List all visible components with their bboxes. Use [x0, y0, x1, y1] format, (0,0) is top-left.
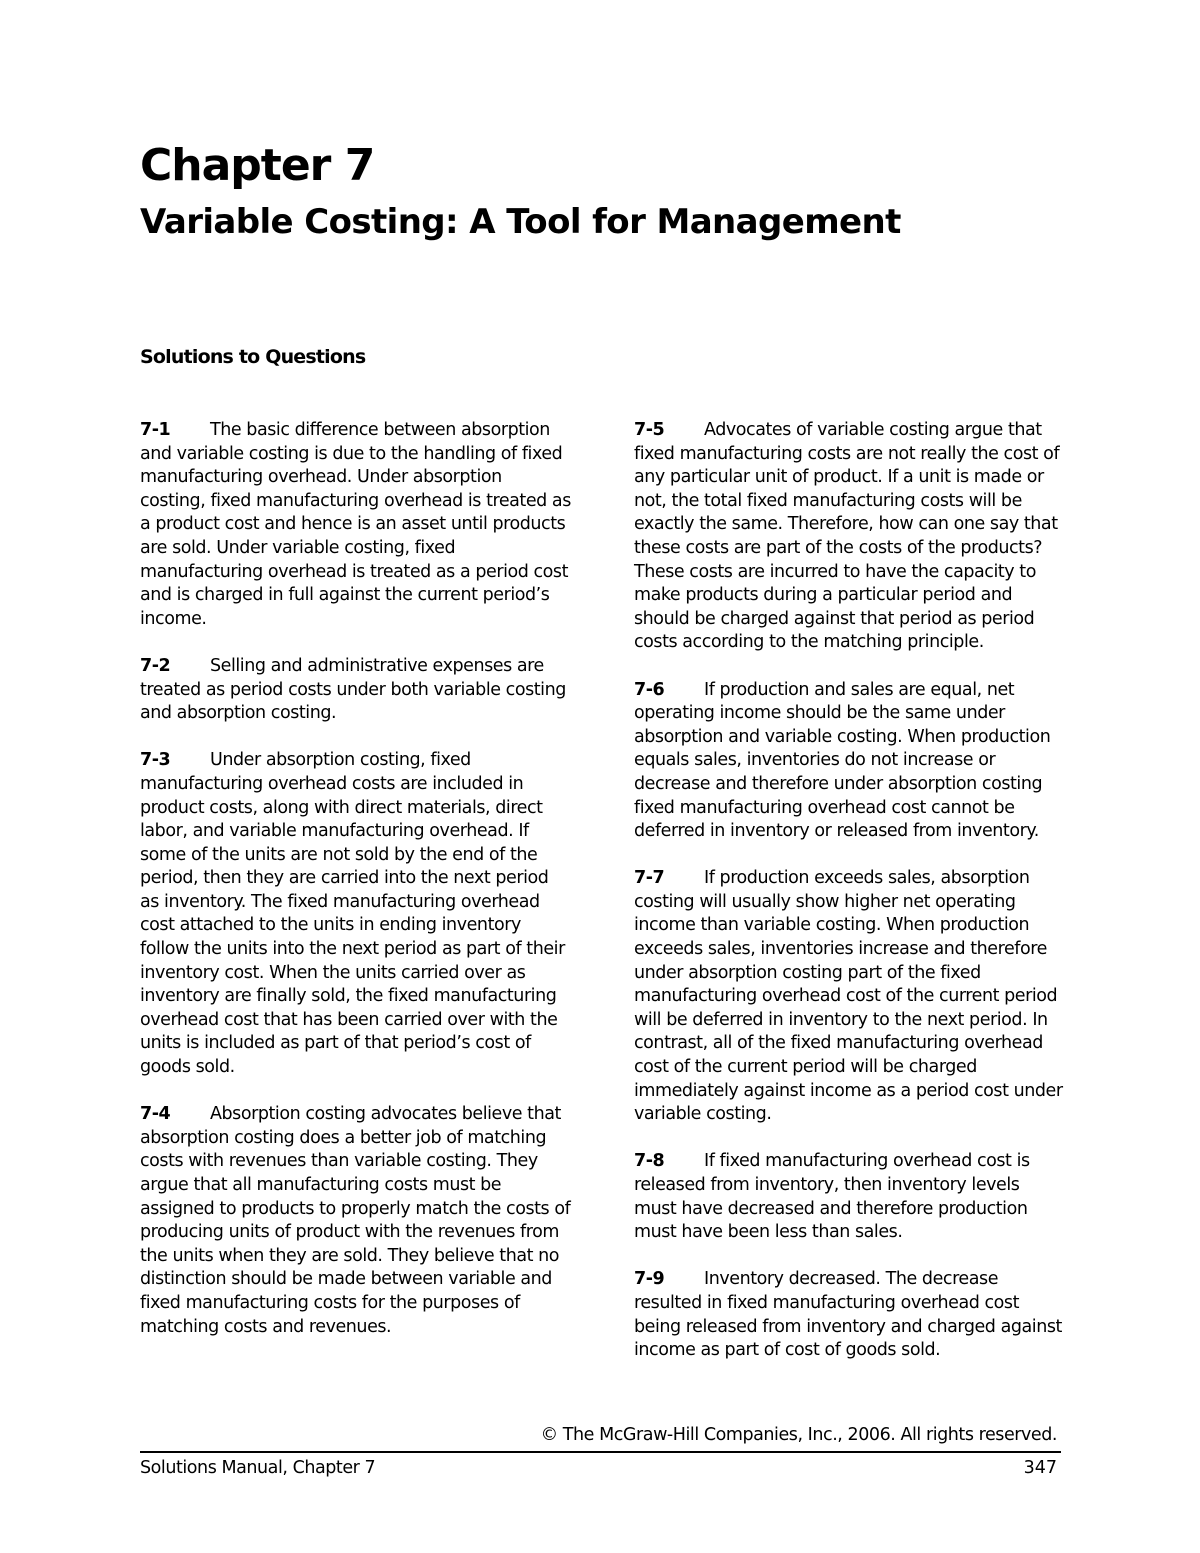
answer-7-6: [634, 679, 1066, 844]
left-column: [140, 419, 572, 1363]
chapter-subtitle: Variable Costing: A Tool for Management: [140, 202, 901, 242]
question-number: 7-1: [140, 420, 171, 440]
question-number: 7-2: [140, 655, 171, 676]
answer-text: Advocates of variable costing argue that fixed manufacturing costs are not really the cost of any particular unit of product. If a unit is made or not, the total fixed manufacturing costs will be exactly the same. Therefore, how can one say that these costs are part of the costs of the products? These costs are incurred to have the capacity to make products during a particular period and should be charged against that period as period costs according to the matching principle.: [634, 420, 1060, 653]
answer-7-8: [634, 1150, 1066, 1244]
question-number: 7-4: [140, 1104, 171, 1125]
answer-text: Under absorption costing, fixed manufacturing overhead costs are included in product costs, along with direct materials, direct labor, and variable manufacturing overhead. If some of the units are not sold by the end of the period, then they are carried into the next period as inventory. The fixed manufacturing overhead cost attached to the units in ending inventory follow the units into the next period as part of their inventory cost. When the units carried over as inventory are finally sold, the fixed manufacturing overhead cost that has been carried over with the units is included as part of that period’s cost of goods sold.: [140, 750, 565, 1078]
answer-text: Inventory decreased. The decrease resulted in fixed manufacturing overhead cost being released from inventory and charged against income as part of cost of goods sold.: [634, 1269, 1062, 1361]
chapter-title: Chapter 7: [140, 140, 375, 191]
answer-7-5: [634, 419, 1066, 655]
question-number: 7-6: [634, 679, 665, 700]
copyright-notice: © The McGraw-Hill Companies, Inc., 2006. All rights reserved.: [540, 1425, 1057, 1445]
right-column: [634, 419, 1066, 1386]
answer-text: If fixed manufacturing overhead cost is released from inventory, then inventory levels must have decreased and therefore production must have been less than sales.: [634, 1151, 1030, 1243]
answer-text: If production exceeds sales, absorption costing will usually show higher net operating income than variable costing. When production exceeds sales, inventories increase and therefore under absorption costing part of the fixed manufacturing overhead cost of the current period will be deferred in inventory to the next period. In contrast, all of the fixed manufacturing overhead cost of the current period will be charged immediately against income as a period cost under variable costing.: [634, 868, 1063, 1125]
answer-text: The basic difference between absorption and variable costing is due to the handling of fixed manufacturing overhead. Under absorption costing, fixed manufacturing overhead is treated as a product cost and hence is an asset until products are sold. Under variable costing, fixed manufacturing overhead is treated as a period cost and is charged in full against the current period’s income.: [140, 420, 571, 629]
section-heading: Solutions to Questions: [140, 346, 366, 368]
answer-text: Selling and administrative expenses are treated as period costs under both variable costing and absorption costing.: [140, 655, 566, 724]
question-number: 7-5: [634, 420, 665, 440]
question-number: 7-7: [634, 868, 665, 889]
answer-7-7: [634, 867, 1066, 1127]
footer-manual-label: Solutions Manual, Chapter 7: [140, 1458, 376, 1478]
footer-divider: [140, 1451, 1061, 1453]
answer-7-4: [140, 1103, 572, 1339]
answer-text: If production and sales are equal, net operating income should be the same under absorption and variable costing. When production equals sales, inventories do not increase or decrease and therefore under absorption costing fixed manufacturing overhead cost cannot be deferred in inventory or released from inventory.: [634, 679, 1051, 842]
question-number: 7-9: [634, 1269, 665, 1290]
question-number: 7-8: [634, 1151, 665, 1172]
answer-text: Absorption costing advocates believe that absorption costing does a better job of matching costs with revenues than variable costing. They argue that all manufacturing costs must be assigned to products to properly match the costs of producing units of product with the revenues from the units when they are sold. They believe that no distinction should be made between variable and fixed manufacturing costs for the purposes of matching costs and revenues.: [140, 1104, 571, 1337]
answer-7-9: [634, 1268, 1066, 1362]
page-number: 347: [1023, 1458, 1057, 1478]
answer-7-1: [140, 419, 572, 631]
answer-7-2: [140, 655, 572, 726]
question-number: 7-3: [140, 750, 171, 771]
answer-7-3: [140, 749, 572, 1079]
